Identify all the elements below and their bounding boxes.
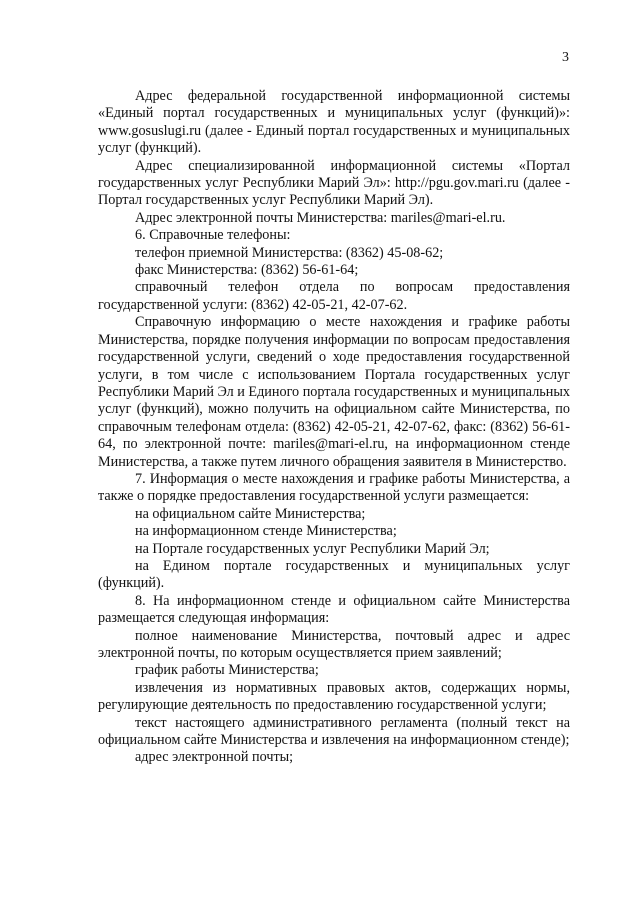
paragraph-ministry-email: Адрес электронной почты Министерства: mariles@mari-el.ru. — [135, 209, 506, 226]
list-item-regulation-text: текст настоящего административного регламента (полный текст на официальном сайте Министерства и извлечения на информационном стенде); — [98, 714, 570, 749]
list-item-federal-portal: на Едином портале государственных и муниципальных услуг (функций). — [98, 557, 570, 592]
paragraph-department-phone: справочный телефон отдела по вопросам предоставления государственной услуги: (8362) 42-05-21, 42-07-62. — [98, 279, 570, 313]
list-item-legal-extracts: извлечения из нормативных правовых актов, содержащих нормы, регулирующие деятельность по предоставлению государственной услуги; — [98, 679, 570, 714]
paragraph-section-7: 7. Информация о месте нахождения и графике работы Министерства, а также о порядке предоставления государственной услуги размещается: — [98, 470, 570, 505]
paragraph-regional-portal-address: Адрес специализированной информационной системы «Портал государственных услуг Республики Марий Эл»: http://pgu.gov.mari.ru (далее - Портал государственных услуг Республики Марий Эл). — [98, 157, 570, 209]
list-item-official-site: на официальном сайте Министерства; — [135, 505, 366, 522]
paragraph-reference-info: Справочную информацию о месте нахождения и графике работы Министерства, порядке получения информации по вопросам предоставления государственной услуги, сведений о ходе предоставления государственной услуги, в том числе с использованием Портала государственных услуг Республики Марий Эл и Единого портала государственных и муниципальных услуг (функций), можно получить на официальном сайте Министерства, по справочным телефонам отдела: (8362) 42-05-21, 42-07-62, факс: (8362) 56-61-64, по электронной почте: mariles@mari-el.ru, на информационном стенде Министерства, а также путем личного обращения заявителя в Министерство. — [98, 314, 570, 470]
list-item-work-schedule: график работы Министерства; — [135, 662, 319, 679]
paragraph-federal-portal-address: Адрес федеральной государственной информационной системы «Единый портал государственных и муниципальных услуг (функций)»: www.gosuslugi.ru (далее - Единый портал государственных и муниципальных услуг (функций). — [98, 88, 570, 157]
paragraph-section-6-heading: 6. Справочные телефоны: — [135, 227, 291, 244]
list-item-regional-portal: на Портале государственных услуг Республики Марий Эл; — [135, 540, 490, 557]
paragraph-section-8: 8. На информационном стенде и официальном сайте Министерства размещается следующая информация: — [98, 592, 570, 627]
document-body — [98, 88, 570, 767]
page-number: 3 — [562, 50, 569, 65]
list-item-info-stand: на информационном стенде Министерства; — [135, 523, 397, 540]
paragraph-ministry-fax: факс Министерства: (8362) 56-61-64; — [135, 262, 359, 279]
paragraph-reception-phone: телефон приемной Министерства: (8362) 45-08-62; — [135, 244, 444, 261]
list-item-full-name: полное наименование Министерства, почтовый адрес и адрес электронной почты, по которым осуществляется прием заявлений; — [98, 627, 570, 661]
list-item-email-address: адрес электронной почты; — [135, 749, 294, 766]
